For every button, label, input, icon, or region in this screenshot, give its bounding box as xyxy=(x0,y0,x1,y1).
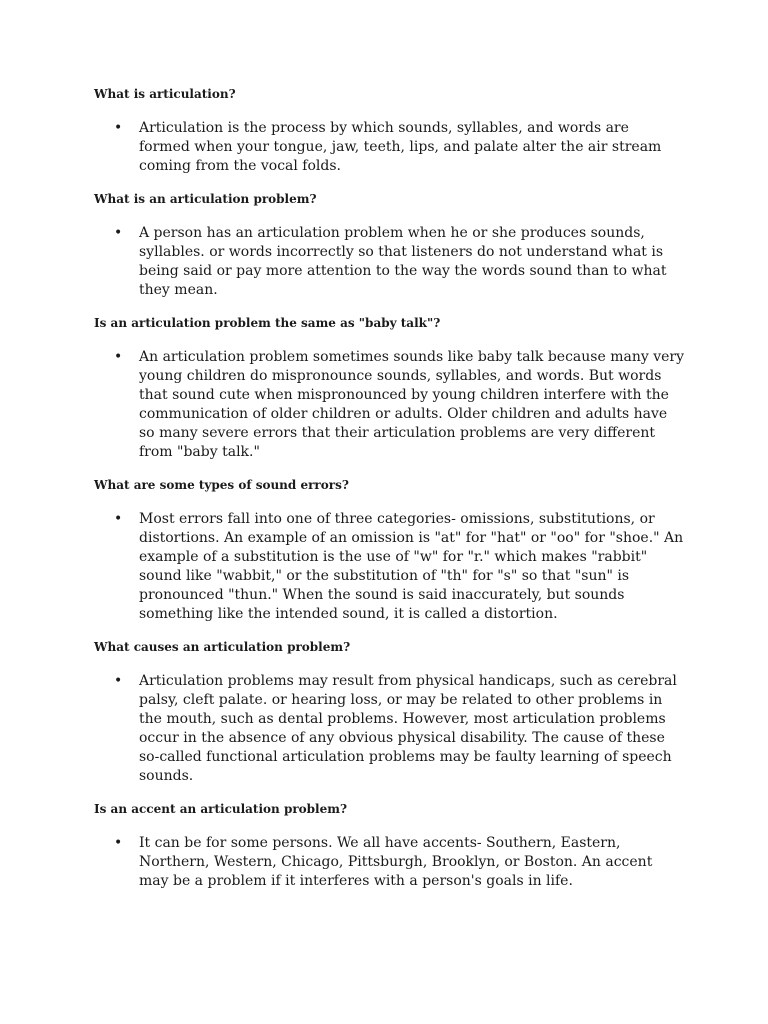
answer-list xyxy=(94,348,684,462)
answer-item xyxy=(94,834,684,891)
answer-text: An articulation problem sometimes sounds like baby talk because many very young children do mispronounce sounds, syllables, and words. But words that sound cute when mispronounced by young children interfere with the communication of older children or adults. Older children and adults have so many severe errors that their articulation problems are very different from "baby talk." xyxy=(139,349,685,460)
question-heading: What are some types of sound errors? xyxy=(94,478,349,492)
answer-list xyxy=(94,224,684,300)
qa-section xyxy=(94,477,684,639)
bullet-icon: • xyxy=(114,673,123,689)
question-heading: Is an accent an articulation problem? xyxy=(94,802,347,816)
answer-text: Articulation is the process by which sounds, syllables, and words are formed when your tongue, jaw, teeth, lips, and palate alter the air stream coming from the vocal folds. xyxy=(139,120,662,174)
bullet-icon: • xyxy=(114,835,123,851)
bullet-icon: • xyxy=(114,120,123,136)
answer-list xyxy=(94,672,684,786)
bullet-icon: • xyxy=(114,349,123,365)
document-page xyxy=(94,86,684,891)
answer-text: Articulation problems may result from physical handicaps, such as cerebral palsy, cleft palate. or hearing loss, or may be related to other problems in the mouth, such as dental problems. However, most articulation problems occur in the absence of any obvious physical disability. The cause of these so-called functional articulation problems may be faulty learning of speech sounds. xyxy=(139,673,677,784)
answer-text: A person has an articulation problem when he or she produces sounds, syllables. or words incorrectly so that listeners do not understand what is being said or pay more attention to the way the words sound than to what they mean. xyxy=(139,225,667,298)
bullet-icon: • xyxy=(114,225,123,241)
question-heading: What is articulation? xyxy=(94,87,236,101)
answer-item xyxy=(94,348,684,462)
answer-text: It can be for some persons. We all have accents- Southern, Eastern, Northern, Western, Chicago, Pittsburgh, Brooklyn, or Boston. An accent may be a problem if it interferes with a person's goals in life. xyxy=(139,835,653,889)
answer-item xyxy=(94,510,684,624)
answer-item xyxy=(94,119,684,176)
answer-item xyxy=(94,224,684,300)
question-heading: What causes an articulation problem? xyxy=(94,640,351,654)
question-heading: What is an articulation problem? xyxy=(94,192,317,206)
qa-section xyxy=(94,801,684,891)
question-heading: Is an articulation problem the same as "baby talk"? xyxy=(94,316,441,330)
answer-text: Most errors fall into one of three categories- omissions, substitutions, or distortions. An example of an omission is "at" for "hat" or "oo" for "shoe." An example of a substitution is the use of "w" for "r." which makes "rabbit" sound like "wabbit," or the substitution of "th" for "s" so that "sun" is pronounced "thun." When the sound is said inaccurately, but sounds something like the intended sound, it is called a distortion. xyxy=(139,511,684,622)
qa-section xyxy=(94,315,684,477)
bullet-icon: • xyxy=(114,511,123,527)
qa-section xyxy=(94,86,684,191)
answer-list xyxy=(94,119,684,176)
qa-section xyxy=(94,191,684,315)
qa-section xyxy=(94,639,684,801)
answer-list xyxy=(94,510,684,624)
answer-item xyxy=(94,672,684,786)
answer-list xyxy=(94,834,684,891)
